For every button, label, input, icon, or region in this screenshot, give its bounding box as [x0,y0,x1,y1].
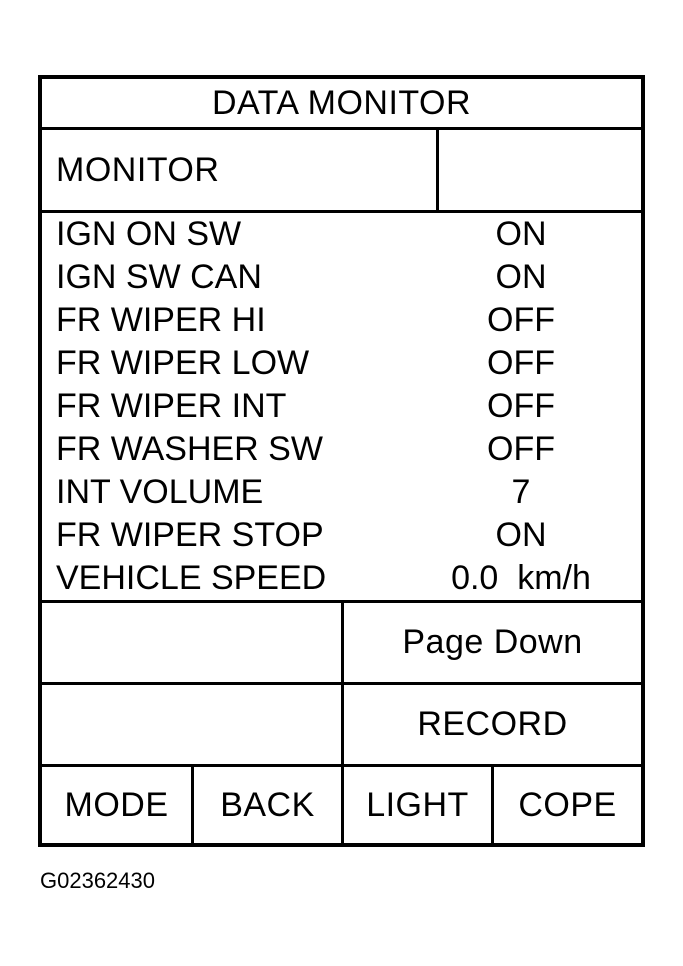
item-name: VEHICLE SPEED [56,559,327,597]
list-item [56,213,641,256]
item-value: ON [495,215,547,253]
item-value: 0.0 km/h [451,559,591,597]
figure-id: G02362430 [40,868,155,893]
item-name: FR WIPER INT [56,387,287,425]
list-item [56,342,641,385]
back-button[interactable]: BACK [220,785,315,824]
item-name: FR WASHER SW [56,430,323,468]
item-name: IGN ON SW [56,215,242,253]
list-item [56,557,641,600]
item-name: IGN SW CAN [56,258,262,296]
data-monitor-screen [38,75,645,847]
monitor-blank-cell [439,130,641,210]
page-down-button[interactable]: Page Down [402,623,583,661]
list-item [56,428,641,471]
list-item [56,385,641,428]
item-value: 7 [511,473,531,511]
section-label: MONITOR [56,150,220,189]
item-name: INT VOLUME [56,473,264,511]
cope-button[interactable]: COPE [518,785,617,824]
blank-cell [42,603,341,682]
list-item [56,514,641,557]
list-item [56,256,641,299]
blank-cell [42,685,341,764]
list-item [56,471,641,514]
item-value: OFF [487,430,555,468]
item-name: FR WIPER STOP [56,516,324,554]
item-name: FR WIPER HI [56,301,266,339]
list-item [56,299,641,342]
item-value: OFF [487,344,555,382]
item-value: OFF [487,387,555,425]
item-value: ON [495,258,547,296]
mode-button[interactable]: MODE [64,785,169,824]
light-button[interactable]: LIGHT [366,785,469,824]
item-name: FR WIPER LOW [56,344,310,382]
record-button[interactable]: RECORD [417,705,568,743]
item-value: ON [495,516,547,554]
data-list [42,213,641,600]
screen-title: DATA MONITOR [211,83,472,122]
item-value: OFF [487,301,555,339]
